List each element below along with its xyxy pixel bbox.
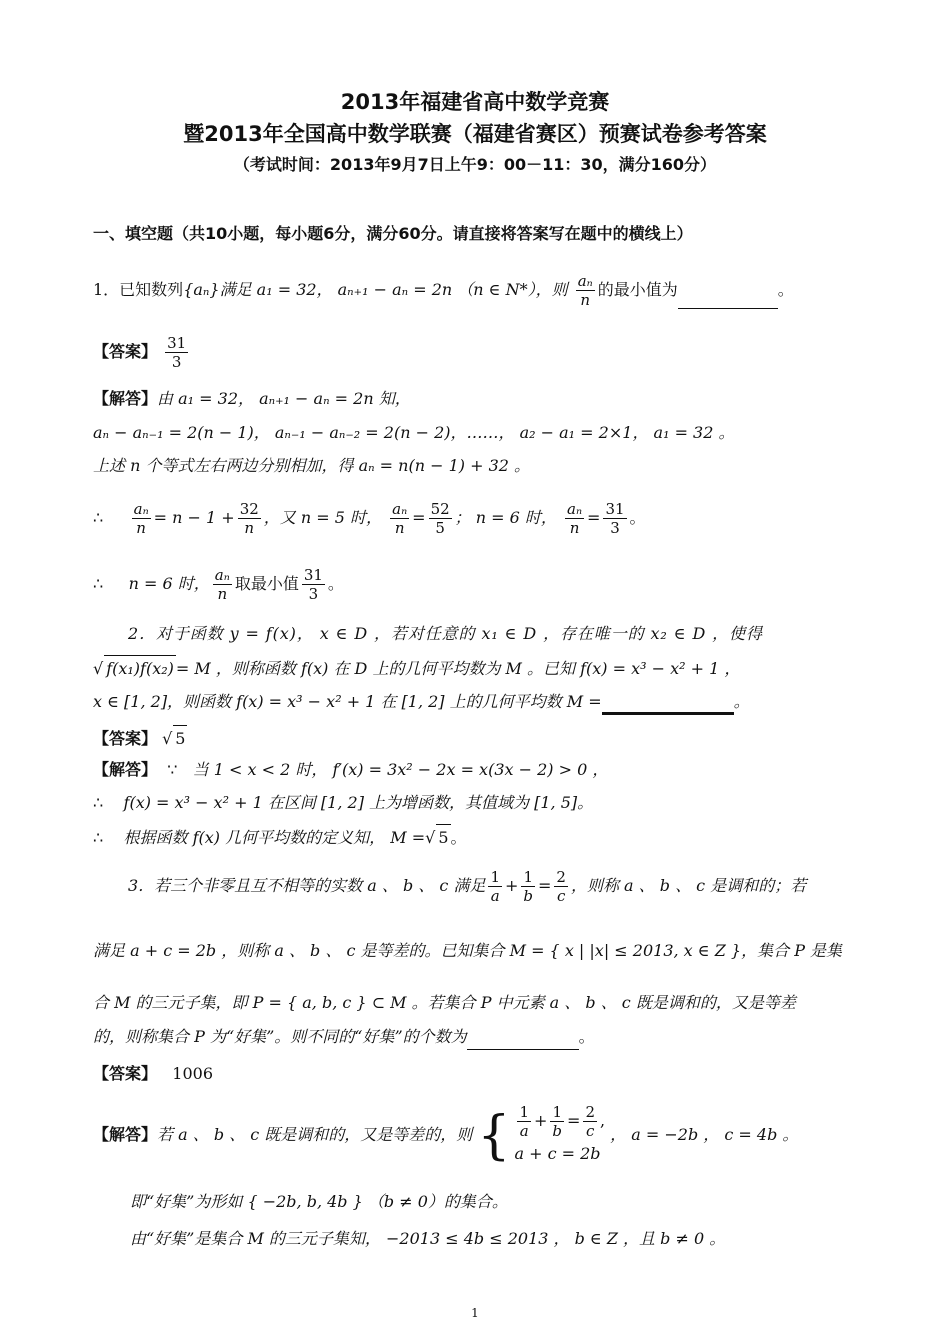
exam-info: （考试时间：2013年9月7日上午9：00－11：30，满分160分） (233, 155, 717, 174)
q3-solution-3: 由“好集”是集合 M 的三元子集知， −2013 ≤ 4b ≤ 2013 ， b ∈ Z ，且 b ≠ 0 。 (130, 1229, 726, 1248)
q2-answer-blank (602, 694, 734, 715)
q1-solution-3: 上述 n 个等式左右两边分别相加，得 aₙ = n(n − 1) + 32 。 (93, 456, 531, 475)
q3-statement-2: 满足 a + c = 2b ，则称 a 、 b 、 c 是等差的。已知集合 M = { x | |x| ≤ 2013, x ∈ Z }，集合 P 是集 (93, 941, 843, 960)
q1-prefix: 1．已知数列 (93, 280, 184, 299)
q2-answer: 【答案】 √ 5 (93, 725, 187, 752)
answer-label: 【答案】 (93, 342, 158, 361)
q3-solution-1: 【解答】若 a 、 b 、 c 既是调和的，又是等差的，则 { $\frac{1}{a}$ + $\frac{1}{b}$ = $\frac{2}{c}$ , a + c = 2b ， a = −2b ， c = 4b 。 (93, 1103, 798, 1168)
q1-statement: 1．已知数列{aₙ}满足 a₁ = 32， aₙ₊₁ − aₙ = 2n （n ∈ N*），则 $\frac{\text{aₙ}}{n}$ 的最小值为 。 (93, 272, 794, 309)
q2-solution-3: ∴ 根据函数 f(x) 几何平均数的定义知， M =√ 5 。 (93, 824, 467, 851)
q1-seq: {aₙ} (183, 280, 220, 299)
q1-answer-blank (678, 290, 778, 309)
q2-statement-2: √ f(x₁)f(x₂) = M ，则称函数 f(x) 在 D 上的几何平均数为 M 。已知 f(x) = x³ − x² + 1 ， (93, 655, 740, 682)
q2-solution-1: 【解答】 ∵ 当 1 < x < 2 时， f′(x) = 3x² − 2x = x(3x − 2) > 0 ， (93, 760, 609, 779)
solution-label: 【解答】 (93, 389, 158, 408)
q1-solution-4: ∴ $\frac{\text{aₙ}}{n}$ = n − 1 + $\frac{32}{n}$ ，又 n = 5 时， $\frac{\text{aₙ}}{n}$ = $\frac{52}{5}$ ； n = 6 时， $\frac{\text{aₙ}}{n}$ = $\frac{31}{3}$ 。 (93, 500, 646, 537)
q3-statement-4: 的，则称集合 P 为“好集”。则不同的“好集”的个数为 。 (93, 1024, 595, 1050)
q3-answer-blank (467, 1031, 579, 1050)
brace-icon: { (477, 1105, 511, 1166)
section-heading: 一、填空题（共10小题，每小题6分，满分60分。请直接将答案写在题中的横线上） (93, 224, 693, 243)
q2-statement-1: 2．对于函数 y = f(x)， x ∈ D ，若对任意的 x₁ ∈ D ，存在唯一的 x₂ ∈ D ，使得 (128, 624, 763, 643)
equation-system: { $\frac{1}{a}$ + $\frac{1}{b}$ = $\frac{2}{c}$ , a + c = 2b (477, 1103, 606, 1166)
q1-solution-5: ∴ n = 6 时， $\frac{\text{aₙ}}{n}$ 取最小值 $\frac{31}{3}$ 。 (93, 566, 344, 603)
q2-solution-2: ∴ f(x) = x³ − x² + 1 在区间 [1, 2] 上为增函数，其值域为 [1, 5]。 (93, 793, 594, 812)
q1-answer-fraction: $\frac{31}{3}$ (167, 334, 187, 371)
q1-cond: 满足 a₁ = 32， aₙ₊₁ − aₙ = 2n （n ∈ N*），则 (219, 280, 568, 299)
page-number: 1 (471, 1306, 479, 1320)
title-sub: 暨2013年全国高中数学联赛（福建省赛区）预赛试卷参考答案 (183, 122, 767, 146)
q1-answer (93, 334, 191, 371)
q2-statement-3: x ∈ [1, 2]，则函数 f(x) = x³ − x² + 1 在 [1, 2] 上的几何平均数 M = 。 (93, 689, 750, 715)
q1-solution-2: aₙ − aₙ₋₁ = 2(n − 1)， aₙ₋₁ − aₙ₋₂ = 2(n − 2)，……， a₂ − a₁ = 2×1， a₁ = 32 。 (93, 423, 735, 442)
q3-answer: 【答案】 1006 (93, 1064, 213, 1083)
q1-fraction: $\frac{\text{aₙ}}{n}$ (577, 272, 593, 309)
q3-statement-1: 3．若三个非零且互不相等的实数 a 、 b 、 c 满足 $\frac{1}{a}$ + $\frac{1}{b}$ = $\frac{2}{c}$ ，则称 a 、 b 、 c 是调和的；若 (128, 868, 807, 905)
q1-solution-1: 【解答】由 a₁ = 32， aₙ₊₁ − aₙ = 2n 知， (93, 389, 411, 408)
q3-solution-2: 即“好集”为形如 { −2b, b, 4b } （b ≠ 0）的集合。 (130, 1192, 508, 1211)
q3-statement-3: 合 M 的三元子集，即 P = { a, b, c } ⊂ M 。若集合 P 中元素 a 、 b 、 c 既是调和的，又是等差 (93, 993, 796, 1012)
title-main: 2013年福建省高中数学竞赛 (340, 90, 610, 114)
q1-tail: 的最小值为 (597, 280, 678, 299)
